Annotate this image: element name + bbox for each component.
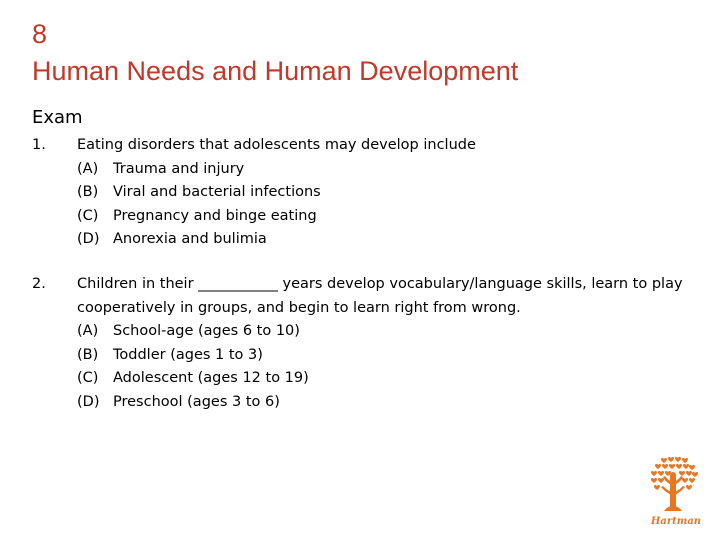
chapter-number: 8 <box>32 19 48 49</box>
answer-option-b <box>77 344 692 368</box>
option-text: Pregnancy and binge eating <box>113 207 317 224</box>
answer-option-c <box>77 205 692 229</box>
answer-option-b <box>77 181 692 205</box>
heart-tree-icon <box>640 455 706 517</box>
option-text: Viral and bacterial infections <box>113 184 321 200</box>
option-text: Preschool (ages 3 to 6) <box>113 393 280 410</box>
option-letter: (B) <box>77 346 99 363</box>
question-stem: Children in their ___________ years develop vocabulary/language skills, learn to play cooperatively in groups, and begin to learn right from wrong. <box>77 276 683 316</box>
option-text: School-age (ages 6 to 10) <box>113 323 300 339</box>
option-letter: (C) <box>77 370 99 386</box>
question-number: 1. <box>32 137 46 153</box>
answer-option-c <box>77 367 692 391</box>
answer-option-a <box>77 158 692 182</box>
publisher-logo <box>640 455 706 533</box>
answer-option-a <box>77 320 692 344</box>
option-text: Anorexia and bulimia <box>113 231 267 247</box>
option-letter: (A) <box>77 160 99 177</box>
option-letter: (A) <box>77 323 99 339</box>
option-text: Trauma and injury <box>113 160 245 177</box>
question-stem: Eating disorders that adolescents may develop include <box>77 137 476 153</box>
answer-option-d <box>77 228 692 252</box>
question-number: 2. <box>32 276 46 292</box>
question-1 <box>32 134 692 252</box>
question-body <box>77 134 692 252</box>
option-letter: (C) <box>77 207 99 224</box>
option-text: Toddler (ages 1 to 3) <box>113 346 263 363</box>
section-label: Exam <box>32 107 83 128</box>
option-letter: (B) <box>77 184 99 200</box>
chapter-title: Human Needs and Human Development <box>32 56 519 86</box>
question-2 <box>32 273 692 414</box>
answer-option-d <box>77 391 692 415</box>
publisher-wordmark: Hartman <box>650 516 702 527</box>
question-body <box>77 273 692 414</box>
option-text: Adolescent (ages 12 to 19) <box>113 370 309 386</box>
option-letter: (D) <box>77 393 100 410</box>
option-letter: (D) <box>77 231 100 247</box>
